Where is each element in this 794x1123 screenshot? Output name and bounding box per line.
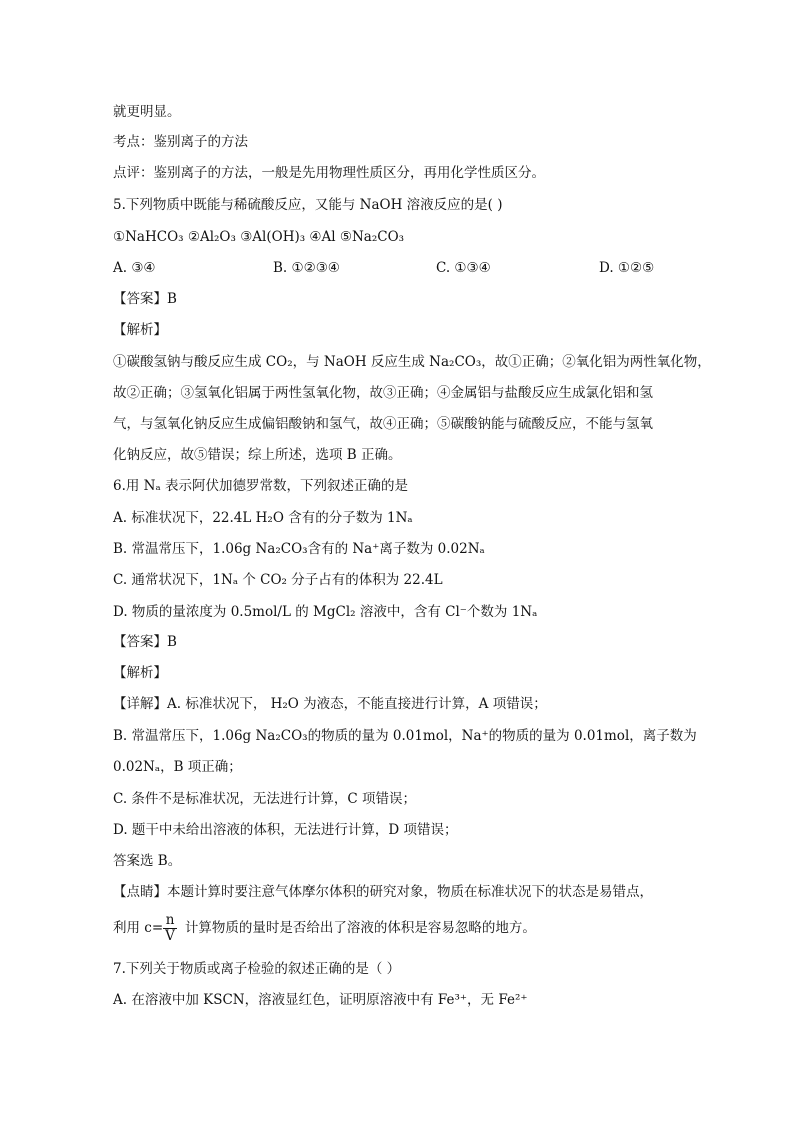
question-7-option-a: A. 在溶液中加 KSCN，溶液显红色，证明原溶液中有 Fe³⁺，无 Fe²⁺	[113, 992, 528, 1008]
question-6-jiexi: 【解析】	[113, 665, 167, 681]
option-d: D. ①②⑤	[599, 260, 655, 276]
question-6-option-a: A. 标准状况下，22.4L H₂O 含有的分子数为 1Nₐ	[113, 510, 413, 526]
formula-prefix: 利用 c=	[113, 920, 164, 936]
kaodian-line: 考点：鉴别离子的方法	[113, 134, 248, 150]
fraction-n-over-v	[163, 913, 177, 944]
detail-line: B. 常温常压下，1.06g Na₂CO₃的物质的量为 0.01mol，Na⁺的物质的量为 0.01mol，离子数为	[113, 728, 697, 744]
question-6-stem: 6.用 Nₐ 表示阿伏加德罗常数，下列叙述正确的是	[113, 478, 408, 494]
detail-line: 答案选 B。	[113, 853, 182, 869]
fraction-denominator: V	[165, 928, 175, 944]
question-6-option-c: C. 通常状况下，1Nₐ 个 CO₂ 分子占有的体积为 22.4L	[113, 572, 443, 588]
text-line: 就更明显。	[113, 104, 181, 120]
detail-line: D. 题干中未给出溶液的体积，无法进行计算，D 项错误；	[113, 822, 458, 838]
explanation-line: 气，与氢氧化钠反应生成偏铝酸钠和氢气，故④正确；⑤碳酸钠能与硫酸反应，不能与氢氧	[113, 416, 653, 432]
option-b: B. ①②③④	[273, 260, 340, 276]
question-5-jiexi: 【解析】	[113, 322, 167, 338]
question-5-stem: 5.下列物质中既能与稀硫酸反应，又能与 NaOH 溶液反应的是( )	[113, 197, 503, 213]
question-6-answer: 【答案】B	[113, 634, 177, 650]
explanation-line: 故②正确；③氢氧化铝属于两性氢氧化物，故③正确；④金属铝与盐酸反应生成氯化铝和氢	[113, 385, 653, 401]
dianping-line: 点评：鉴别离子的方法，一般是先用物理性质区分，再用化学性质区分。	[113, 165, 545, 181]
detail-line: 0.02Nₐ，B 项正确；	[113, 759, 242, 775]
detail-line: 【详解】A. 标准状况下， H₂O 为液态，不能直接进行计算，A 项错误；	[113, 696, 547, 712]
option-c: C. ①③④	[436, 260, 491, 276]
dianjing-line: 【点睛】本题计算时要注意气体摩尔体积的研究对象，物质在标准状况下的状态是易错点，	[113, 884, 653, 900]
formula-suffix: 计算物质的量时是否给出了溶液的体积是容易忽略的地方。	[184, 920, 536, 936]
explanation-line: 化钠反应，故⑤错误；综上所述，选项 B 正确。	[113, 447, 402, 463]
formula-line	[113, 912, 694, 944]
fraction-numerator: n	[163, 913, 177, 929]
question-7-stem: 7.下列关于物质或离子检验的叙述正确的是（ ）	[113, 961, 401, 977]
question-5-options	[113, 256, 694, 280]
detail-line: C. 条件不是标准状况，无法进行计算，C 项错误；	[113, 791, 417, 807]
question-5-answer: 【答案】B	[113, 291, 177, 307]
question-6-option-b: B. 常温常压下，1.06g Na₂CO₃含有的 Na⁺离子数为 0.02Nₐ	[113, 541, 485, 557]
question-6-option-d: D. 物质的量浓度为 0.5mol/L 的 MgCl₂ 溶液中，含有 Cl⁻个数为 1Nₐ	[113, 604, 538, 620]
question-5-items: ①NaHCO₃ ②Al₂O₃ ③Al(OH)₃ ④Al ⑤Na₂CO₃	[113, 229, 405, 245]
option-a: A. ③④	[113, 260, 156, 276]
explanation-line: ①碳酸氢钠与酸反应生成 CO₂，与 NaOH 反应生成 Na₂CO₃，故①正确；②氧化铝为两性氧化物，	[113, 354, 711, 370]
